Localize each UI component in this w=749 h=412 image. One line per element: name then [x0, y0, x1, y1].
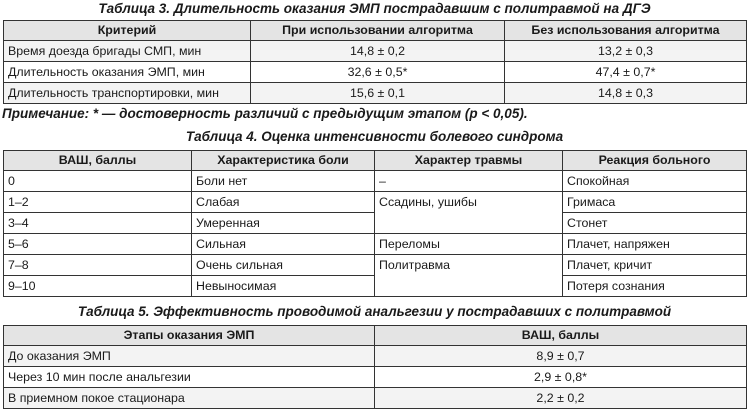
table4-header-reaction: Реакция больного	[563, 151, 747, 171]
table-row	[4, 192, 747, 213]
table4-cell-pain: Невыносимая	[192, 276, 375, 297]
table3-note: Примечание: * — достоверность различий с предыдущим этапом (р < 0,05).	[2, 106, 528, 121]
table4-cell-pain: Умеренная	[192, 213, 375, 234]
table3-cell: Длительность оказания ЭМП, мин	[4, 62, 251, 83]
table4-cell-reaction: Плачет, кричит	[563, 255, 747, 276]
table3-header-criterion: Критерий	[4, 21, 251, 41]
table4-cell-vas: 3–4	[4, 213, 192, 234]
table5-cell: 2,9 ± 0,8*	[375, 367, 747, 388]
table4-cell-vas: 7–8	[4, 255, 192, 276]
table3-cell: Длительность транспортировки, мин	[4, 83, 251, 104]
table4-header-injury: Характер травмы	[375, 151, 563, 171]
table4-caption: Таблица 4. Оценка интенсивности болевого синдрома	[185, 129, 564, 144]
table5-header-stage: Этапы оказания ЭМП	[4, 326, 375, 346]
table3-caption: Таблица 3. Длительность оказания ЭМП пострадавшим с политравмой на ДГЭ	[98, 1, 651, 16]
table4-cell-vas: 5–6	[4, 234, 192, 255]
table-row	[4, 171, 747, 192]
table3-header-with-algorithm: При использовании алгоритма	[251, 21, 505, 41]
table4-cell-pain: Очень сильная	[192, 255, 375, 276]
table4-cell-injury: Ссадины, ушибы	[375, 192, 563, 234]
table5-cell: Через 10 мин после анальгезии	[4, 367, 375, 388]
table4-cell-pain: Боли нет	[192, 171, 375, 192]
table4-cell-reaction: Стонет	[563, 213, 747, 234]
table4-cell-reaction: Плачет, напряжен	[563, 234, 747, 255]
table4-header-row	[4, 151, 747, 171]
table-row	[4, 388, 747, 409]
table-row	[4, 367, 747, 388]
table3-cell: Время доезда бригады СМП, мин	[4, 41, 251, 62]
table3-header-row	[4, 21, 747, 41]
table5-caption: Таблица 5. Эффективность проводимой анальгезии у пострадавших с политравмой	[77, 304, 672, 319]
table4-cell-pain: Слабая	[192, 192, 375, 213]
table4-header-pain: Характеристика боли	[192, 151, 375, 171]
table5-header-vas: ВАШ, баллы	[375, 326, 747, 346]
table-row	[4, 255, 747, 276]
table4-cell-injury: –	[375, 171, 563, 192]
table4-cell-vas: 9–10	[4, 276, 192, 297]
table3-cell: 13,2 ± 0,3	[505, 41, 747, 62]
table4-cell-reaction: Спокойная	[563, 171, 747, 192]
table-row	[4, 234, 747, 255]
table3	[3, 20, 747, 104]
table3-header-without-algorithm: Без использования алгоритма	[505, 21, 747, 41]
table4	[3, 150, 747, 297]
table5-cell: 8,9 ± 0,7	[375, 346, 747, 367]
table4-cell-vas: 1–2	[4, 192, 192, 213]
table3-cell: 47,4 ± 0,7*	[505, 62, 747, 83]
table-row	[4, 62, 747, 83]
table5	[3, 325, 747, 409]
table3-cell: 32,6 ± 0,5*	[251, 62, 505, 83]
table-row	[4, 41, 747, 62]
table-row	[4, 83, 747, 104]
table5-cell: В приемном покое стационара	[4, 388, 375, 409]
table3-cell: 15,6 ± 0,1	[251, 83, 505, 104]
table5-cell: 2,2 ± 0,2	[375, 388, 747, 409]
table4-header-vas: ВАШ, баллы	[4, 151, 192, 171]
table4-cell-vas: 0	[4, 171, 192, 192]
table5-cell: До оказания ЭМП	[4, 346, 375, 367]
table4-cell-pain: Сильная	[192, 234, 375, 255]
table-row	[4, 346, 747, 367]
table4-cell-reaction: Потеря сознания	[563, 276, 747, 297]
table4-cell-reaction: Гримаса	[563, 192, 747, 213]
table3-cell: 14,8 ± 0,3	[505, 83, 747, 104]
table3-cell: 14,8 ± 0,2	[251, 41, 505, 62]
table4-cell-injury: Политравма	[375, 255, 563, 297]
table5-header-row	[4, 326, 747, 346]
table4-cell-injury: Переломы	[375, 234, 563, 255]
